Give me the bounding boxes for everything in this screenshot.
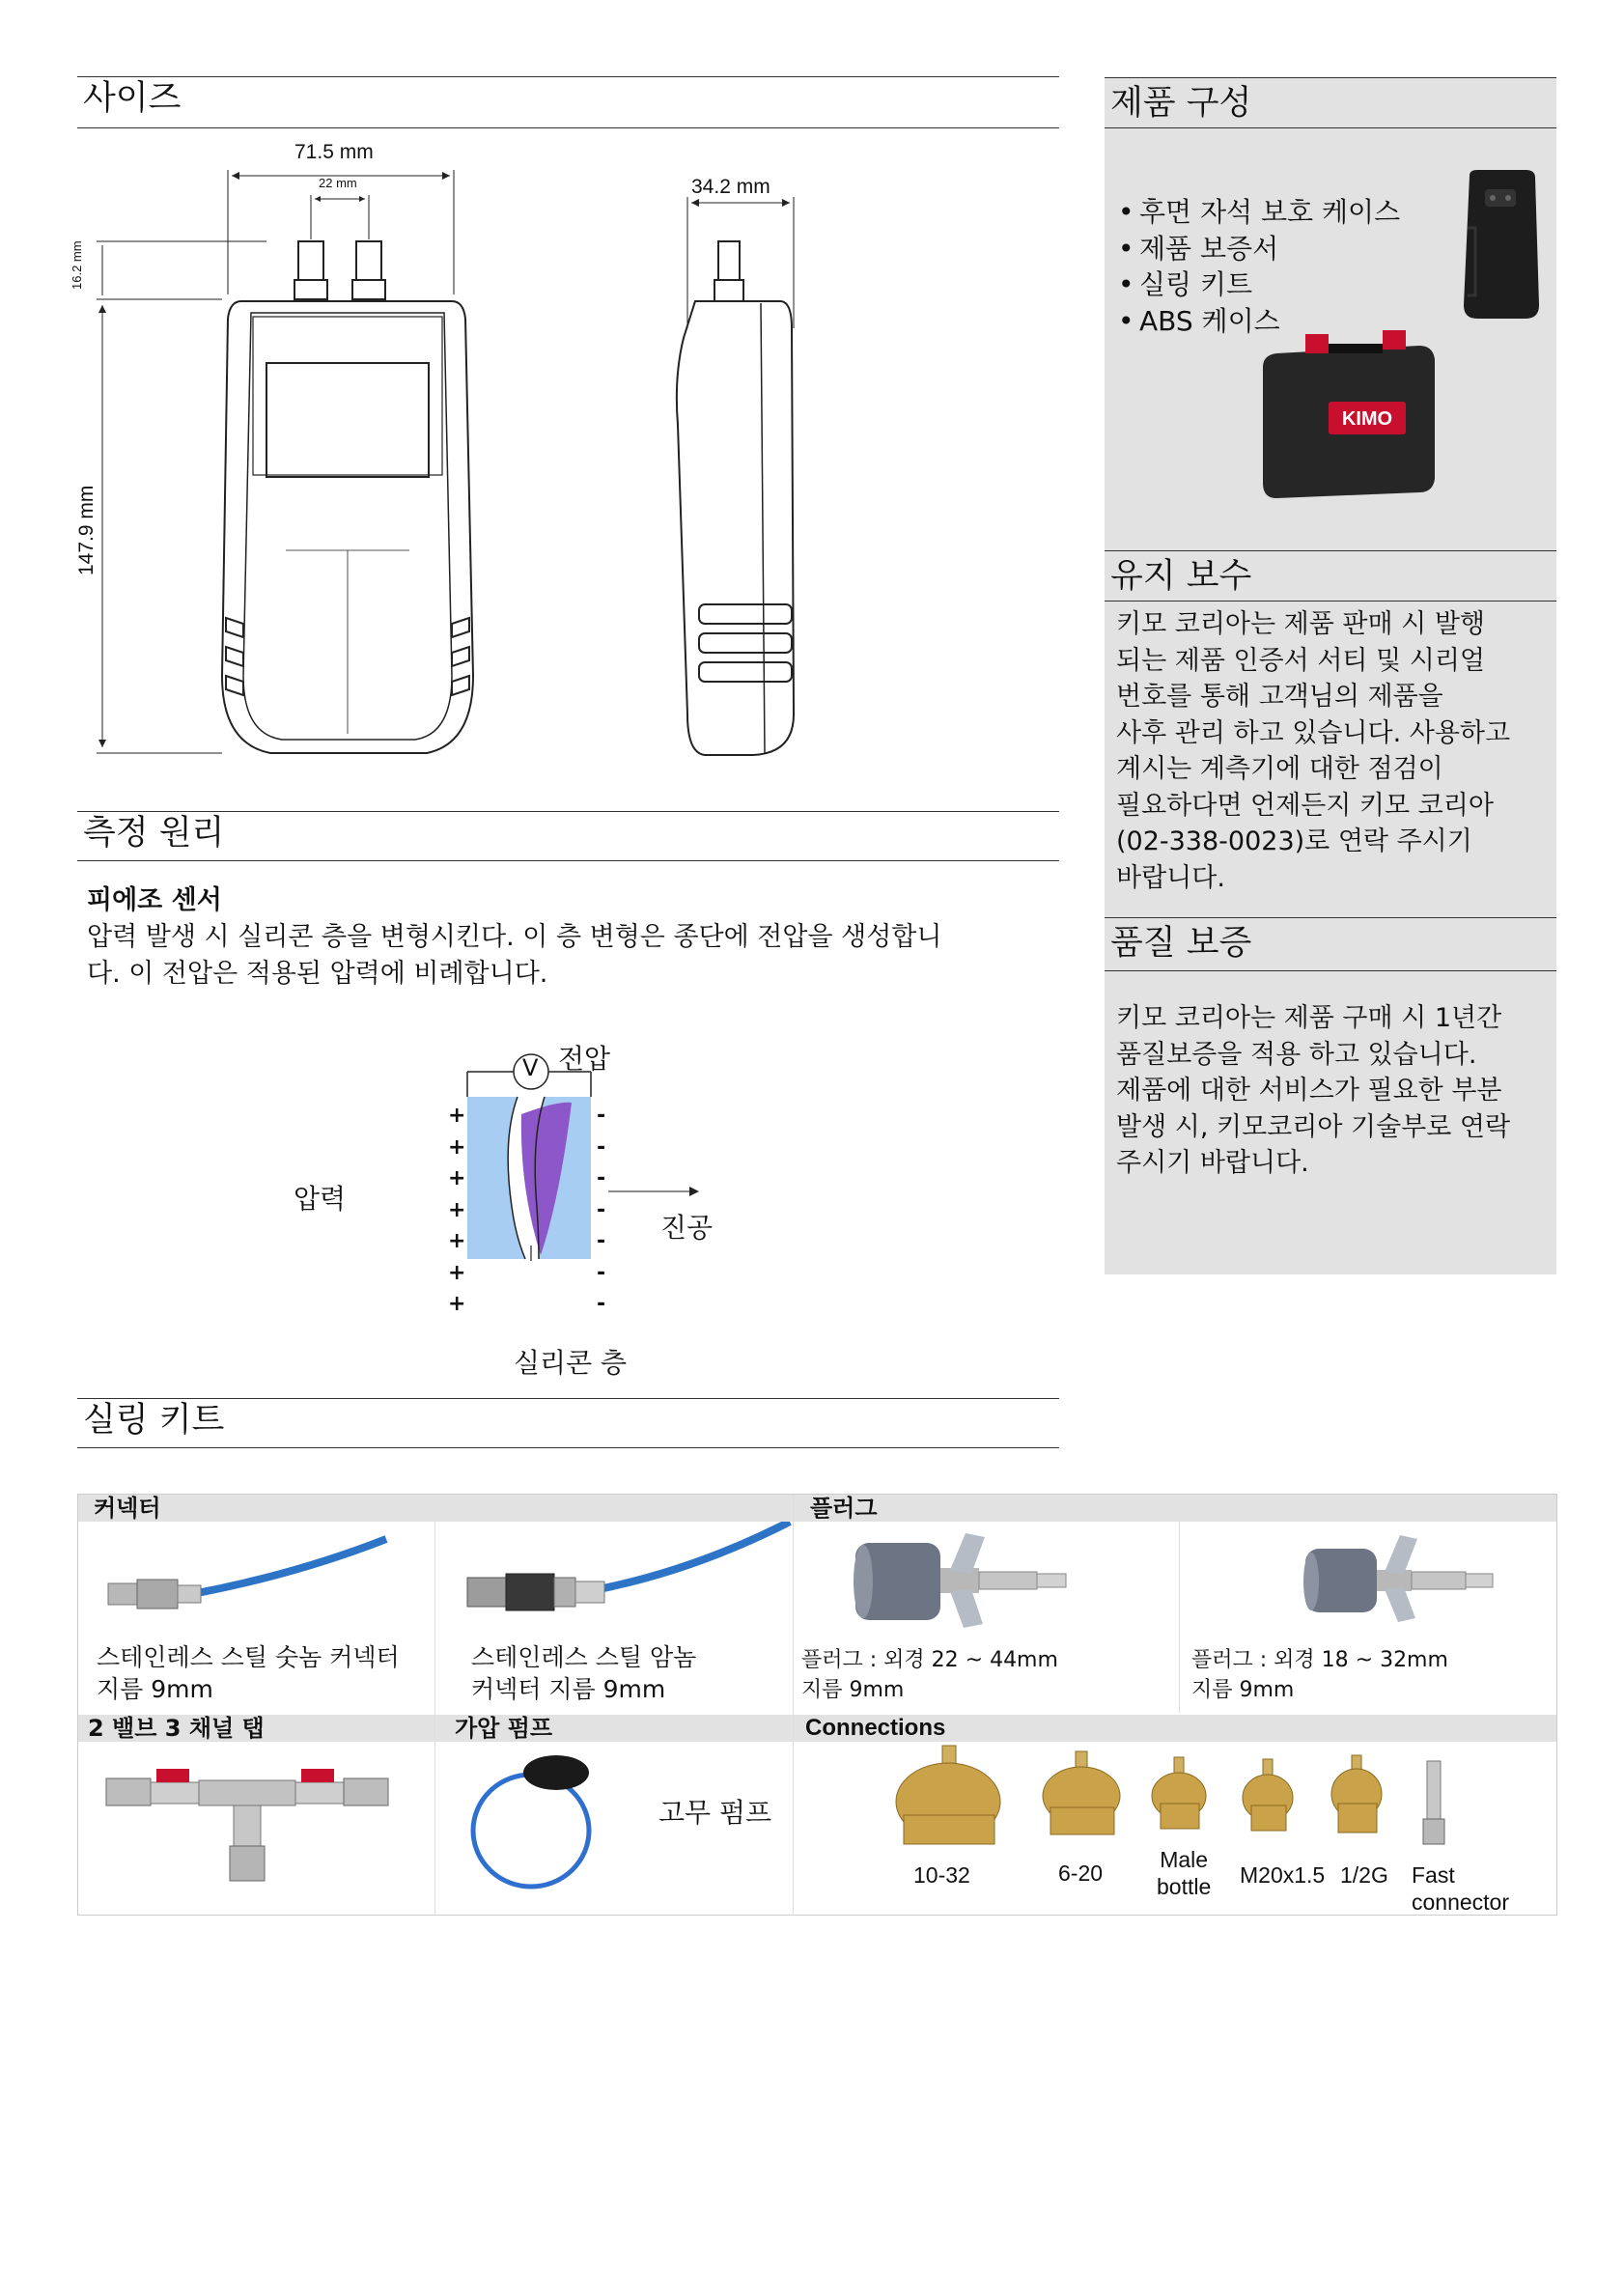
contents-item: • ABS 케이스 — [1112, 303, 1400, 340]
abs-case-image — [1257, 328, 1437, 500]
voltmeter-label: V — [522, 1054, 539, 1081]
contents-item: • 실링 키트 — [1112, 266, 1400, 303]
fitting-label: 1/2G — [1340, 1862, 1388, 1888]
fitting-label: Male bottle — [1157, 1847, 1212, 1899]
dimension-port-spacing: 22 mm — [319, 176, 357, 190]
fittings-image — [869, 1742, 1487, 1858]
valve-tap-image — [102, 1763, 402, 1889]
kit-divider — [793, 1495, 794, 1916]
female-connector-image — [463, 1522, 792, 1628]
section-title-principle: 측정 원리 — [77, 811, 1059, 861]
rubber-pump-label: 고무 펌프 — [658, 1797, 772, 1829]
plug-small-image — [1300, 1522, 1531, 1628]
dimension-depth: 34.2 mm — [691, 176, 770, 198]
pump-header: 가압 펌프 — [435, 1715, 793, 1742]
plug-small-text: 플러그 : 외경 18 ~ 32mm 지름 9mm — [1191, 1648, 1448, 1702]
vacuum-label: 진공 — [660, 1212, 714, 1244]
pressure-label: 압력 — [294, 1183, 347, 1215]
section-title-sealing-kit: 실링 키트 — [77, 1398, 1059, 1448]
dimension-port-height: 16.2 mm — [70, 240, 84, 290]
dimension-height: 147.9 mm — [75, 485, 98, 575]
sidebar-title-warranty: 품질 보증 — [1105, 917, 1556, 971]
size-drawing — [77, 135, 830, 772]
valve-tap-header: 2 밸브 3 채널 탭 — [78, 1715, 434, 1742]
minus-signs: - - - - - - - — [597, 1104, 606, 1316]
kimo-logo: KIMO — [1341, 408, 1393, 430]
rubber-pump-image — [463, 1749, 608, 1894]
contents-item: • 제품 보증서 — [1112, 231, 1400, 267]
female-connector-text: 스테인레스 스틸 암놈 커넥터 지름 9mm — [471, 1643, 697, 1703]
principle-heading: 피에조 센서 — [87, 885, 222, 915]
dimension-width: 71.5 mm — [294, 141, 374, 163]
principle-line-1: 압력 발생 시 실리콘 층을 변형시킨다. 이 층 변형은 종단에 전압을 생성합니 — [87, 922, 942, 952]
section-title-size: 사이즈 — [77, 76, 1059, 128]
plus-signs: + + + + + + + — [448, 1104, 466, 1316]
fitting-label: 6-20 — [1058, 1861, 1104, 1886]
fitting-label: M20x1.5 — [1240, 1862, 1326, 1888]
fitting-label: Fast connector — [1412, 1862, 1510, 1915]
male-connector-image — [104, 1535, 394, 1622]
silicon-layer-label: 실리콘 층 — [514, 1347, 628, 1379]
voltage-label: 전압 — [558, 1043, 611, 1075]
kit-divider — [1179, 1522, 1180, 1713]
contents-item: • 후면 자석 보호 케이스 — [1112, 194, 1400, 231]
connector-header: 커넥터 — [78, 1495, 793, 1522]
maintenance-text: 키모 코리아는 제품 판매 시 발행 되는 제품 인증서 서티 및 시리얼 번호를 통해 고객님의 제품을 사후 관리 하고 있습니다. 사용하고 계시는 계측기에 대한 점검이 필요하다면 언제든지 키모 코리아 (02-338-0023)로 연락 주시기 바랍니다. — [1116, 609, 1511, 893]
protective-case-image — [1462, 170, 1541, 321]
plug-header: 플러그 — [793, 1495, 1556, 1522]
plug-large-image — [850, 1520, 1081, 1636]
principle-line-2: 다. 이 전압은 적용된 압력에 비례합니다. — [87, 959, 548, 989]
warranty-text: 키모 코리아는 제품 구매 시 1년간 품질보증을 적용 하고 있습니다. 제품에 대한 서비스가 필요한 부분 발생 시, 키모코리아 기술부로 연락 주시기 바랍니다. — [1116, 1003, 1511, 1178]
connections-header: Connections — [794, 1715, 1556, 1742]
male-connector-text: 스테인레스 스틸 숫놈 커넥터 지름 9mm — [97, 1643, 400, 1703]
contents-list — [1112, 194, 1400, 339]
sidebar-title-contents: 제품 구성 — [1105, 77, 1556, 128]
sidebar-title-maintenance: 유지 보수 — [1105, 550, 1556, 602]
fitting-label: 10-32 — [913, 1862, 970, 1888]
plug-large-text: 플러그 : 외경 22 ~ 44mm 지름 9mm — [801, 1648, 1058, 1702]
piezo-diagram — [425, 1033, 734, 1323]
